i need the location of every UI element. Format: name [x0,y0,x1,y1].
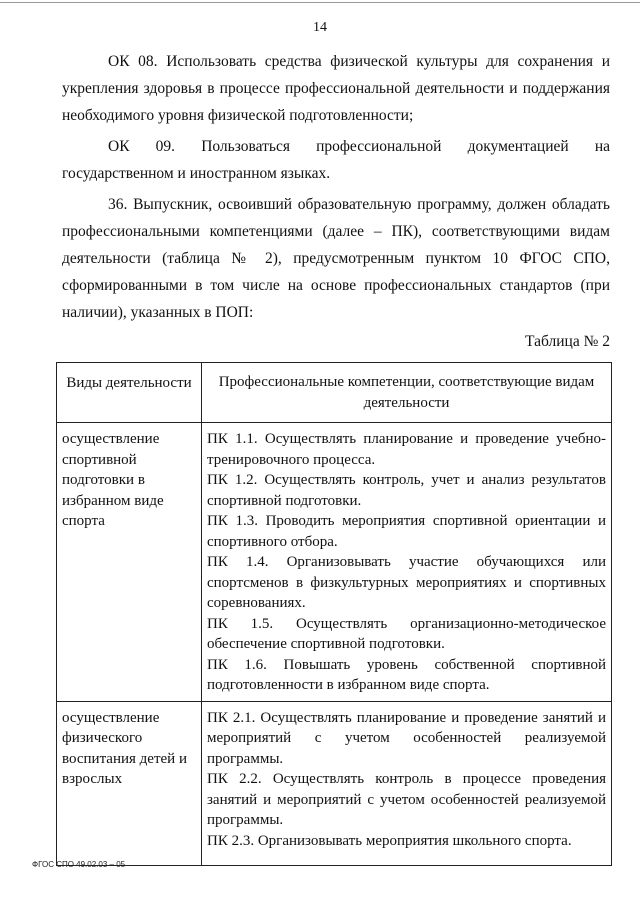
table-caption: Таблица № 2 [525,333,610,350]
competency-pk-1-6: ПК 1.6. Повышать уровень собственной спортивной подготовленности в избранном виде спорта. [207,656,606,693]
competencies-cell [202,423,612,702]
table-header-row [57,363,612,423]
document-body [62,48,610,355]
top-border-line [0,2,640,3]
paragraph-ok08: ОК 08. Использовать средства физической культуры для сохранения и укрепления здоровья в процессе профессиональной деятельности и поддержания необходимого уровня физической подготовленности; [62,53,610,124]
competency-pk-2-1: ПК 2.1. Осуществлять планирование и проведение занятий и мероприятий с учетом особенностей реализуемой программы. [207,709,606,767]
footer-document-code: ФГОС СПО 49.02.03 – 05 [32,860,126,869]
table-row [57,423,612,702]
header-activity: Виды деятельности [57,363,202,423]
competency-pk-1-2: ПК 1.2. Осуществлять контроль, учет и анализ результатов спортивной подготовки. [207,472,606,509]
header-competencies: Профессиональные компетенции, соответствующие видам деятельности [202,363,612,423]
competencies-cell [202,701,612,865]
competency-pk-1-5: ПК 1.5. Осуществлять организационно-методическое обеспечение спортивной подготовки. [207,615,606,652]
competency-pk-2-3: ПК 2.3. Организовывать мероприятия школьного спорта. [207,832,572,849]
paragraph-36: 36. Выпускник, освоивший образовательную программу, должен обладать профессиональными компетенциями (далее – ПК), соответствующими видам деятельности (таблица № 2), предусмотренным пунктом 10 ФГОС СПО, сформированными в том числе на основе профессиональных стандартов (при наличии), указанных в ПОП: [62,196,610,321]
competency-pk-1-3: ПК 1.3. Проводить мероприятия спортивной ориентации и спортивного отбора. [207,513,606,550]
activity-cell: осуществление спортивной подготовки в избранном виде спорта [57,423,202,702]
paragraph-ok09: ОК 09. Пользоваться профессиональной документацией на государственном и иностранном языках. [62,138,610,182]
competency-pk-1-1: ПК 1.1. Осуществлять планирование и проведение учебно-тренировочного процесса. [207,431,606,468]
table-row [57,701,612,865]
competencies-table [56,362,612,866]
activity-cell: осуществление физического воспитания детей и взрослых [57,701,202,865]
page-number: 14 [313,20,327,35]
competency-pk-2-2: ПК 2.2. Осуществлять контроль в процессе проведения занятий и мероприятий с учетом особенностей реализуемой программы. [207,771,606,828]
competency-pk-1-4: ПК 1.4. Организовывать участие обучающихся или спортсменов в физкультурных мероприятиях и спортивных соревнованиях. [207,554,606,611]
